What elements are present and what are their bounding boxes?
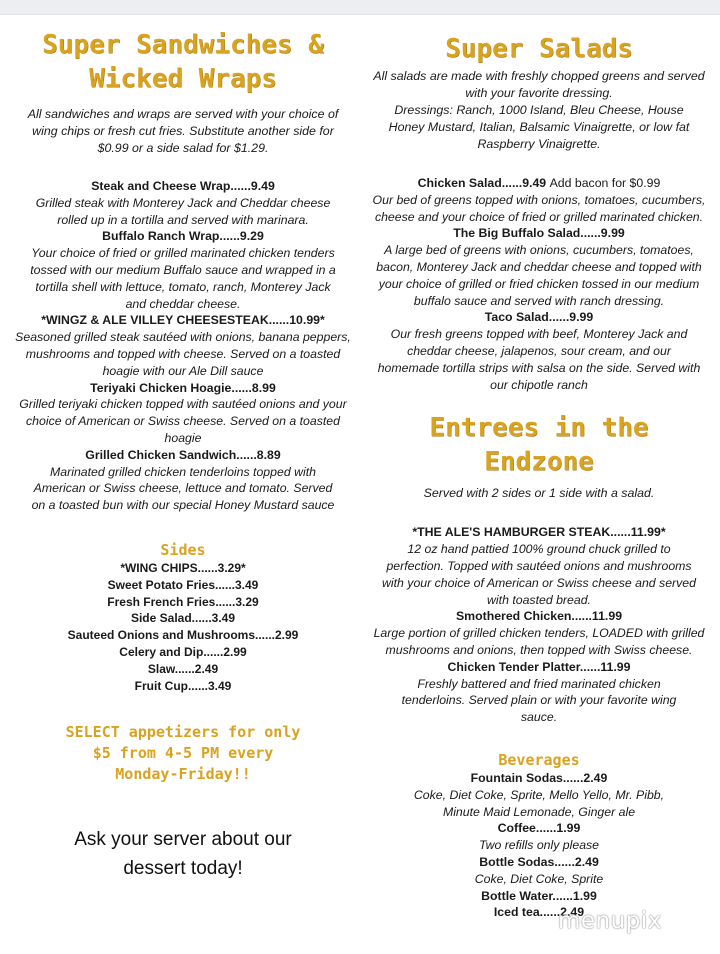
sandwiches-title-line1: Super Sandwiches &	[42, 30, 324, 60]
salads-list	[368, 175, 710, 393]
dessert-line: dessert today!	[123, 858, 243, 880]
menu-item-name: Iced tea......2.49	[493, 905, 585, 920]
menu-item-desc: Our fresh greens topped with beef, Monterey Jack and cheddar cheese, jalapenos, sour cream, and our homemade tortilla strips with salsa on the side. Served with our chipotle ranch	[377, 327, 701, 392]
salads-title: Super Salads	[445, 34, 633, 64]
side-item: Sweet Potato Fries......3.49	[107, 577, 259, 592]
menu-item-name: Teriyaki Chicken Hoagie......8.99	[90, 380, 276, 395]
sides-title: Sides	[160, 540, 206, 559]
menu-item-name: Steak and Cheese Wrap......9.49	[91, 179, 275, 193]
menu-item-name: Taco Salad......9.99	[484, 310, 594, 325]
menu-item-desc: Seasoned grilled steak sautéed with onions, banana peppers, mushrooms and topped with cheese. Served on a toasted hoagie with our Ale Dill sauce	[15, 330, 351, 378]
menu-item-name-text: Chicken Salad......9.49	[417, 176, 547, 190]
menupix-watermark: menupix	[558, 908, 662, 934]
menu-item-desc: Grilled teriyaki chicken topped with sautéed onions and your choice of American or Swiss cheese. Served on a toasted hoagie	[19, 397, 347, 445]
entrees-list	[368, 524, 710, 726]
menu-item-desc: Coke, Diet Coke, Sprite, Mello Yello, Mr. Pibb, Minute Maid Lemonade, Ginger ale	[413, 787, 665, 819]
sandwiches-list	[8, 178, 358, 514]
promo-line: Monday-Friday!!	[115, 765, 251, 784]
menu-item-name: *WINGZ & ALE VILLEY CHEESESTEAK......10.99*	[41, 313, 325, 328]
menu-item-desc: 12 oz hand pattied 100% ground chuck grilled to perfection. Topped with sautéed onions and mushrooms with your choice of American or Swiss cheese and served with toasted bread.	[382, 542, 696, 607]
side-item: Fruit Cup......3.49	[134, 678, 232, 693]
salads-dressings: Dressings: Ranch, 1000 Island, Bleu Cheese, House Honey Mustard, Italian, Balsamic Vinaigrette, or low fat Raspberry Vinaigrette.	[388, 103, 690, 151]
side-item: Sauteed Onions and Mushrooms......2.99	[67, 628, 299, 643]
menu-item-desc: Grilled steak with Monterey Jack and Cheddar cheese rolled up in a tortilla and served with marinara.	[35, 195, 331, 227]
salads-intro: All salads are made with freshly chopped greens and served with your favorite dressing.	[373, 69, 705, 100]
entrees-title-line2: Endzone	[484, 447, 594, 478]
left-column	[8, 20, 358, 883]
menu-item-name: Bottle Sodas......2.49	[479, 854, 599, 869]
menu-item-desc: Marinated grilled chicken tenderloins topped with American or Swiss cheese, lettuce and tomato. Served on a toasted bun with our special Honey Mustard sauce	[31, 464, 335, 513]
menu-item-name: Grilled Chicken Sandwich......8.89	[85, 447, 281, 462]
entrees-title-line1: Entrees in the	[429, 413, 649, 444]
menu-item-desc: Our bed of greens topped with onions, tomatoes, cucumbers, cheese and your choice of fried or grilled marinated chicken.	[372, 192, 706, 224]
menu-item-name: Buffalo Ranch Wrap......9.29	[102, 229, 264, 244]
promo-line: $5 from 4-5 PM every	[92, 744, 274, 763]
dessert-line: Ask your server about our	[74, 829, 292, 851]
dessert-section	[8, 825, 358, 883]
menu-item-desc: Your choice of fried or grilled marinated chicken tenders tossed with our medium Buffalo sauce and wrapped in a tortilla shell with lettuce, tomato, ranch, Monterey Jack and cheddar cheese.	[30, 246, 336, 311]
side-item: Celery and Dip......2.99	[119, 644, 247, 659]
right-column	[368, 20, 710, 921]
menu-item-name: The Big Buffalo Salad......9.99	[453, 226, 625, 241]
menu-item-name: Bottle Water......1.99	[481, 888, 597, 903]
menu-item-name	[368, 175, 710, 192]
side-item: *WING CHIPS......3.29*	[120, 560, 246, 575]
sides-section	[8, 540, 358, 694]
sandwiches-section	[8, 28, 358, 514]
menu-item-note: Add bacon for $0.99	[549, 176, 661, 190]
entrees-intro: Served with 2 sides or 1 side with a salad.	[423, 486, 655, 501]
menu-item-name: Fountain Sodas......2.49	[470, 770, 608, 785]
menu-item-desc: Coke, Diet Coke, Sprite	[474, 871, 604, 886]
side-item: Side Salad......3.49	[130, 611, 236, 626]
beverages-section	[368, 750, 710, 921]
beverages-title: Beverages	[498, 750, 580, 769]
promo-section	[8, 722, 358, 785]
salads-section	[368, 32, 710, 393]
menu-item-name: Coffee......1.99	[497, 821, 581, 836]
side-item: Fresh French Fries......3.29	[107, 594, 259, 609]
menu-item-desc: Freshly battered and fried marinated chicken tenderloins. Served plain or with your favorite wing sauce.	[401, 676, 677, 725]
entrees-section	[368, 411, 710, 726]
promo-line: SELECT appetizers for only	[65, 723, 301, 742]
sandwiches-title-line2: Wicked Wraps	[89, 64, 277, 94]
menu-item-name: Chicken Tender Platter......11.99	[447, 659, 631, 674]
side-item: Slaw......2.49	[147, 661, 219, 676]
top-bar	[0, 0, 720, 15]
menu-item-name: *THE ALE'S HAMBURGER STEAK......11.99*	[412, 525, 666, 540]
menu-item-desc: A large bed of greens with onions, cucumbers, tomatoes, bacon, Monterey Jack and cheddar cheese and topped with your choice of grilled or fried chicken tossed in our medium buffalo sauce and served with ranch dressing.	[376, 243, 702, 308]
menu-item-desc: Two refills only please	[478, 838, 600, 853]
sandwiches-intro: All sandwiches and wraps are served with your choice of wing chips or fresh cut fries. Substitute another side for $0.99 or a side salad for $1.29.	[27, 107, 339, 155]
menu-item-desc: Large portion of grilled chicken tenders, LOADED with grilled mushrooms and onions, then topped with Swiss cheese.	[373, 626, 705, 657]
menu-item-name: Smothered Chicken......11.99	[455, 609, 623, 624]
